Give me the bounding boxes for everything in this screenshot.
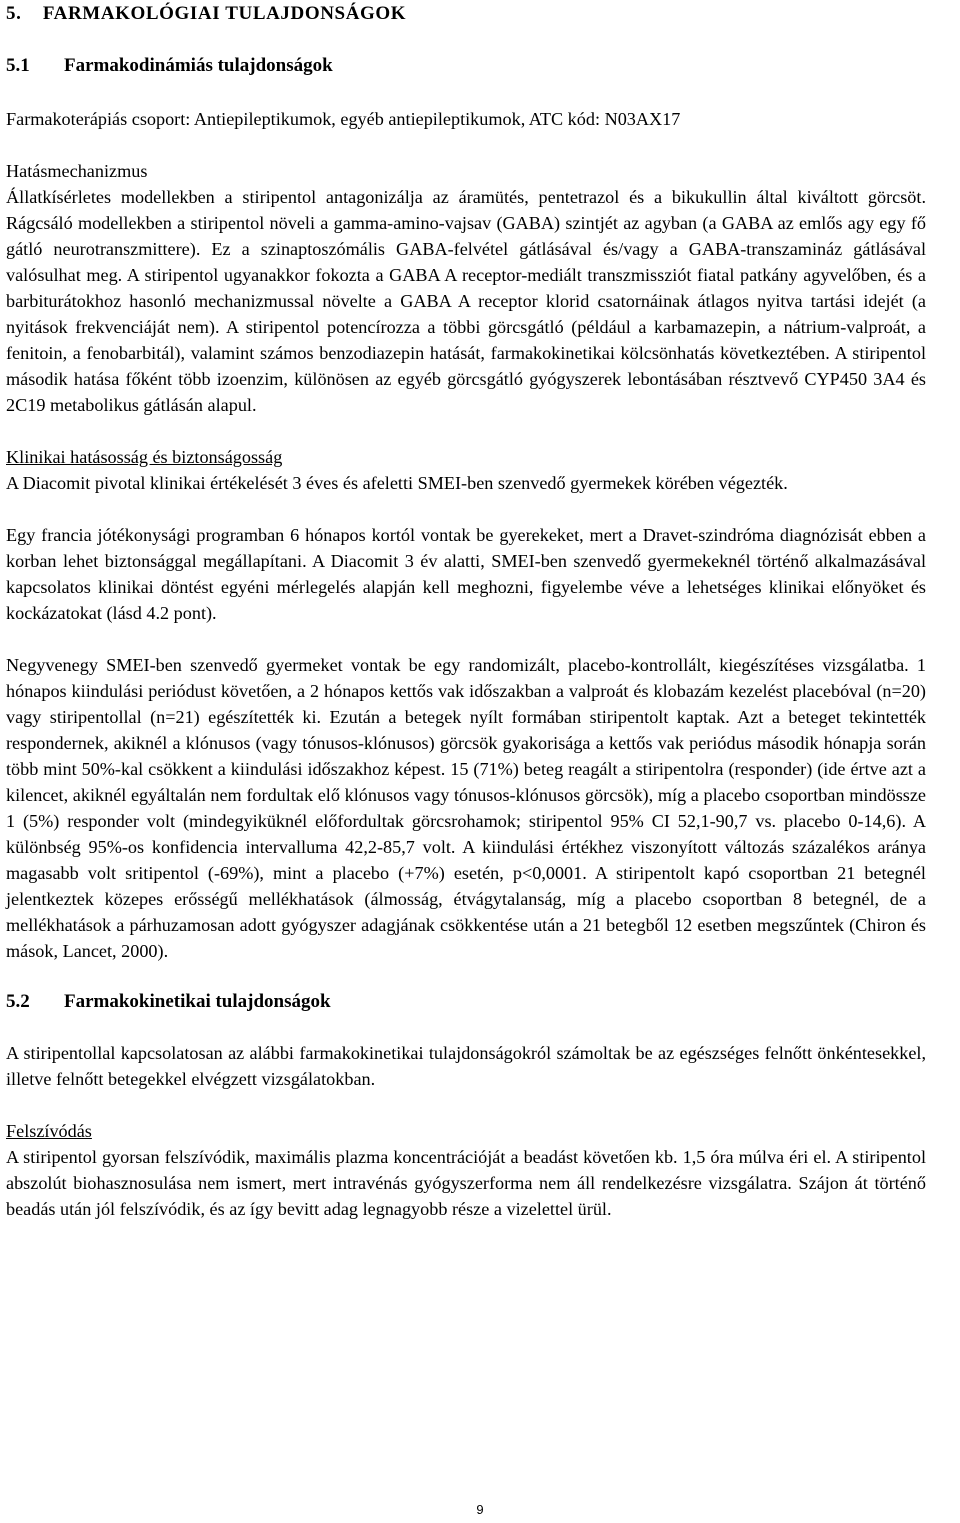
absorption-block (6, 1118, 926, 1222)
document-page (6, 0, 926, 1222)
section-5-heading: 5. FARMAKOLÓGIAI TULAJDONSÁGOK (6, 3, 407, 24)
efficacy-block (6, 444, 926, 496)
section-5-2-number: 5.2 (6, 991, 30, 1012)
efficacy-text: A Diacomit pivotal klinikai értékelését 3 éves és afeletti SMEI-ben szenvedő gyermekek körében végezték. (6, 473, 788, 493)
mechanism-block (6, 158, 926, 418)
absorption-heading: Felszívódás (6, 1121, 92, 1141)
efficacy-heading: Klinikai hatásosság és biztonságosság (6, 447, 283, 467)
absorption-text: A stiripentol gyorsan felszívódik, maximális plazma koncentrációját a beadást követően kb. 1,5 óra múlva éri el. A stiripentol abszolút biohasznosulása nem ismert, mert intravénás gyógyszerforma nem áll rendelkezésre vizsgálatra. Szájon át történő beadás után jól felszívódik, és az így bevitt adag legnagyobb része a vizelettel ürül. (6, 1147, 926, 1219)
mechanism-text: Állatkísérletes modellekben a stiripentol antagonizálja az áramütés, pentetrazol és a bikukullin által kiváltott görcsöt. Rágcsáló modellekben a stiripentol növeli a gamma-amino-vajsav (GABA) szintjét az agyban (a GABA az emlős agy egy fő gátló neurotranszmittere). Ez a szinaptoszómális GABA-felvétel gátlásával és/vagy a GABA-transzamináz gátlásával valósulhat meg. A stiripentol ugyanakkor fokozta a GABA A receptor-mediált transzmissziót fiatal patkány agyvelőben, és a barbiturátokhoz hasonló mechanizmussal növelte a GABA A receptor klorid csatornáinak átlagos nyitva tartási idejét (a nyitások frekvenciáját nem). A stiripentol potencírozza a többi görcsgátló (például a karbamazepin, a nátrium-valproát, a fenitoin, a fenobarbitál), valamint számos benzodiazepin hatását, farmakokinetikai kölcsönhatás következtében. A stiripentol második hatása főként több izoenzim, különösen az egyéb görcsgátló gyógyszerek lebontásában résztvevő CYP450 3A4 és 2C19 metabolikus gátlásán alapul. (6, 187, 926, 415)
section-5-2-title: Farmakokinetikai tulajdonságok (64, 991, 331, 1012)
mechanism-heading: Hatásmechanizmus (6, 161, 148, 181)
pharmacotherapeutic-group: Farmakoterápiás csoport: Antiepileptikumok, egyéb antiepileptikumok, ATC kód: N03AX17 (6, 109, 681, 129)
section-5-1-title: Farmakodinámiás tulajdonságok (64, 55, 333, 76)
section-5-2-heading (6, 988, 926, 1016)
program-paragraph: Egy francia jótékonysági programban 6 hónapos kortól vontak be gyerekeket, mert a Dravet-szindróma diagnózisát ebben a korban lehet biztonsággal megállapítani. A Diacomit 3 év alatti, SMEI-ben szenvedő gyermekeknél történő alkalmazásával kapcsolatos klinikai döntést egyéni mérlegelés alapján kell meghozni, figyelembe véve a lehetséges klinikai előnyöket és kockázatokat (lásd 4.2 pont). (6, 525, 926, 623)
pk-intro-paragraph: A stiripentollal kapcsolatosan az alábbi farmakokinetikai tulajdonságokról számoltak be az egészséges felnőtt önkéntesekkel, illetve felnőtt betegekkel elvégzett vizsgálatokban. (6, 1043, 926, 1089)
section-5-1-number: 5.1 (6, 55, 30, 76)
trial-paragraph: Negyvenegy SMEI-ben szenvedő gyermeket vontak be egy randomizált, placebo-kontrollált, kiegészítéses vizsgálatba. 1 hónapos kiindulási periódust követően, a 2 hónapos kettős vak időszakban a valproát és klobazám kezelést placebóval (n=20) vagy stiripentollal (n=21) egészítették ki. Ezután a betegek nyílt formában stiripentolt kaptak. Azt a beteget tekintették respondernek, akiknél a klónusos (vagy tónusos-klónusos) görcsök gyakorisága a kettős vak periódus második hónapja során több mint 50%-kal csökkent a kiindulási időszakhoz képest. 15 (71%) beteg reagált a stiripentolra (responder) (ide értve azt a kilencet, akiknél egyáltalán nem fordultak elő klónusos vagy tónusos-klónusos görcsök), míg a placebo csoportban mindössze 1 (5%) responder volt (mindegyiküknél előfordultak görcsrohamok; stiripentol 95% CI 52,1-90,7 vs. placebo 0-14,6). A különbség 95%-os konfidencia intervalluma 42,2-85,7 volt. A kiindulási értékhez viszonyított változás százalékos aránya magasabb volt sritipentol (-69%), mint a placebo (+7%) esetén, p<0,0001. A stiripentolt kapó csoportban 21 betegnél jelentkeztek közepes erősségű mellékhatások (álmosság, étvágytalanság, míg a placebo csoportban 8 betegnél, de a mellékhatások a párhuzamosan adott gyógyszer adagjának csökkentése után a 21 betegből 12 esetben megszűntek (Chiron és mások, Lancet, 2000). (6, 655, 926, 961)
section-5-1-heading (6, 52, 926, 80)
page-number: 9 (476, 1502, 484, 1517)
